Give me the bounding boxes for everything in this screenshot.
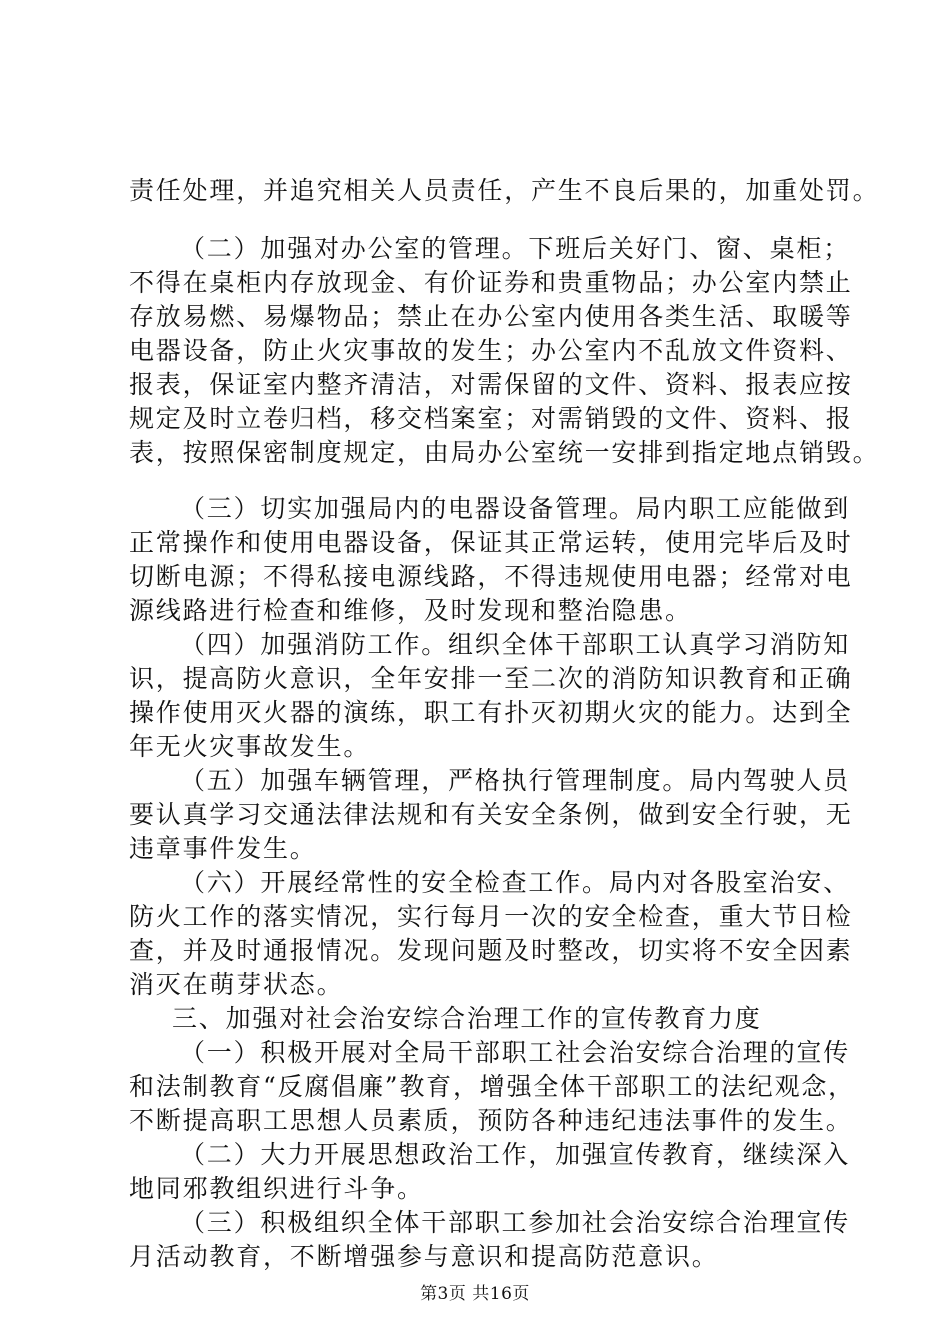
text-line: （二）加强对办公室的管理。下班后关好门、窗、桌柜； [180, 234, 851, 263]
text-line: 要认真学习交通法律法规和有关安全条例，做到安全行驶，无 [129, 800, 853, 829]
page-number-footer: 第3页 共16页 [420, 1284, 530, 1304]
text-line: 不得在桌柜内存放现金、有价证券和贵重物品；办公室内禁止 [129, 268, 853, 297]
text-line: （一）积极开展对全局干部职工社会治安综合治理的宣传 [180, 1038, 851, 1067]
text-line: 违章事件发生。 [129, 834, 317, 863]
text-line: （四）加强消防工作。组织全体干部职工认真学习消防知 [180, 630, 851, 659]
text-line: 正常操作和使用电器设备，保证其正常运转，使用完毕后及时 [129, 528, 853, 557]
text-line: （五）加强车辆管理，严格执行管理制度。局内驾驶人员 [180, 766, 851, 795]
text-line: （六）开展经常性的安全检查工作。局内对各股室治安、 [180, 868, 851, 897]
text-line: 电器设备，防止火灾事故的发生；办公室内不乱放文件资料、 [129, 336, 853, 365]
text-line: 表，按照保密制度规定，由局办公室统一安排到指定地点销毁。 [129, 438, 880, 467]
text-line: 识，提高防火意识，全年安排一至二次的消防知识教育和正确 [129, 664, 853, 693]
text-line: 切断电源；不得私接电源线路，不得违规使用电器；经常对电 [129, 562, 853, 591]
section-heading: 三、加强对社会治安综合治理工作的宣传教育力度 [172, 1004, 762, 1033]
text-line: 存放易燃、易爆物品；禁止在办公室内使用各类生活、取暖等 [129, 302, 853, 331]
text-line: 责任处理，并追究相关人员责任，产生不良后果的，加重处罚。 [129, 176, 880, 205]
text-line: 和法制教育“反腐倡廉”教育，增强全体干部职工的法纪观念， [129, 1072, 855, 1101]
text-line: 不断提高职工思想人员素质，预防各种违纪违法事件的发生。 [129, 1106, 853, 1135]
text-line: 源线路进行检查和维修，及时发现和整治隐患。 [129, 596, 692, 625]
text-line: 规定及时立卷归档，移交档案室；对需销毁的文件、资料、报 [129, 404, 853, 433]
text-line: 操作使用灭火器的演练，职工有扑灭初期火灾的能力。达到全 [129, 698, 853, 727]
text-line: 查，并及时通报情况。发现问题及时整改，切实将不安全因素 [129, 936, 853, 965]
text-line: （二）大力开展思想政治工作，加强宣传教育，继续深入 [180, 1140, 851, 1169]
text-line: 月活动教育，不断增强参与意识和提高防范意识。 [129, 1242, 719, 1271]
text-line: （三）切实加强局内的电器设备管理。局内职工应能做到 [180, 494, 851, 523]
text-line: （三）积极组织全体干部职工参加社会治安综合治理宣传 [180, 1208, 851, 1237]
text-line: 地同邪教组织进行斗争。 [129, 1174, 424, 1203]
text-line: 年无火灾事故发生。 [129, 732, 371, 761]
text-line: 报表，保证室内整齐清洁，对需保留的文件、资料、报表应按 [129, 370, 853, 399]
text-line: 消灭在萌芽状态。 [129, 970, 344, 999]
text-line: 防火工作的落实情况，实行每月一次的安全检查，重大节日检 [129, 902, 853, 931]
